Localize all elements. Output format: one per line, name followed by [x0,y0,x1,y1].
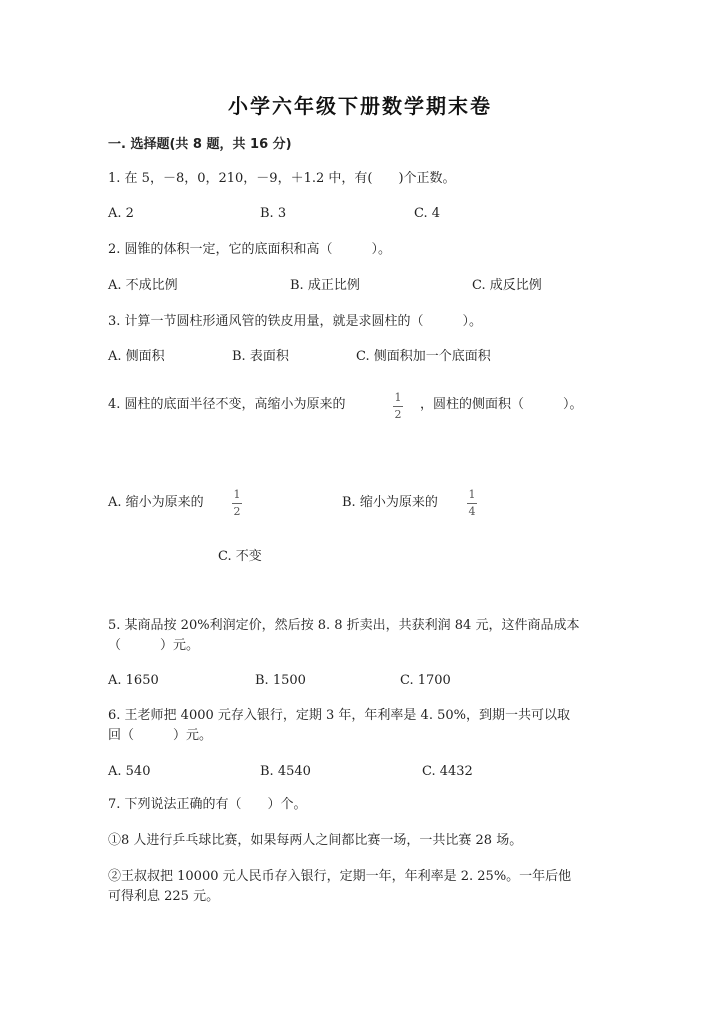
q1-option-b: B. 3 [260,206,287,221]
q1-option-a: A. 2 [108,206,134,221]
q7-statement-2-line1: ②王叔叔把 10000 元人民币存入银行，定期一年，年利率是 2. 25%。一年后他 [108,869,572,884]
q4-option-a: A. 缩小为原来的 [108,495,204,510]
fraction-numerator: 1 [468,488,476,501]
q6-option-c: C. 4432 [422,764,473,779]
question-5-line1: 5. 某商品按 20%利润定价，然后按 8. 8 折卖出，共获利润 84 元，这件商品成本 [108,618,580,633]
fraction-bar [393,406,403,407]
section-heading: 一. 选择题(共 8 题，共 16 分) [108,137,292,152]
fraction-one-half [391,392,405,421]
page-title: 小学六年级下册数学期末卷 [228,94,492,118]
q6-option-b: B. 4540 [260,764,311,779]
question-7: 7. 下列说法正确的有（ ）个。 [108,797,307,812]
question-3: 3. 计算一节圆柱形通风管的铁皮用量，就是求圆柱的（ ）。 [108,314,483,329]
fraction-bar [467,503,477,504]
q5-option-b: B. 1500 [255,673,306,688]
fraction-numerator: 1 [394,391,402,404]
fraction-bar [232,503,242,504]
fraction-denominator: 2 [233,505,241,518]
question-4-part2: ，圆柱的侧面积（ ）。 [420,397,583,412]
fraction-numerator: 1 [233,488,241,501]
q4-option-a-fraction [230,489,244,518]
question-4-part1: 4. 圆柱的底面半径不变，高缩小为原来的 [108,397,346,412]
question-2: 2. 圆锥的体积一定，它的底面积和高（ ）。 [108,242,392,257]
q2-option-b: B. 成正比例 [290,278,360,293]
q5-option-a: A. 1650 [108,673,159,688]
q1-option-c: C. 4 [414,206,441,221]
q4-option-c: C. 不变 [218,549,262,564]
q2-option-a: A. 不成比例 [108,278,178,293]
q4-option-b-fraction [465,489,479,518]
question-1: 1. 在 5，－8，0，210，－9，＋1.2 中，有( )个正数。 [108,171,456,186]
q3-option-c: C. 侧面积加一个底面积 [356,349,491,364]
q2-option-c: C. 成反比例 [472,278,542,293]
fraction-denominator: 4 [468,505,476,518]
q3-option-b: B. 表面积 [232,349,289,364]
q4-option-b: B. 缩小为原来的 [342,495,438,510]
question-6-line1: 6. 王老师把 4000 元存入银行，定期 3 年，年利率是 4. 50%，到期一共可以取 [108,708,570,723]
q7-statement-2-line2: 可得利息 225 元。 [108,889,220,904]
q3-option-a: A. 侧面积 [108,349,165,364]
fraction-denominator: 2 [394,408,402,421]
question-6-line2: 回（ ）元。 [108,728,213,743]
question-5-line2: （ ）元。 [108,638,200,653]
q7-statement-1: ①8 人进行乒乓球比赛，如果每两人之间都比赛一场，一共比赛 28 场。 [108,833,523,848]
q6-option-a: A. 540 [108,764,151,779]
q5-option-c: C. 1700 [400,673,451,688]
